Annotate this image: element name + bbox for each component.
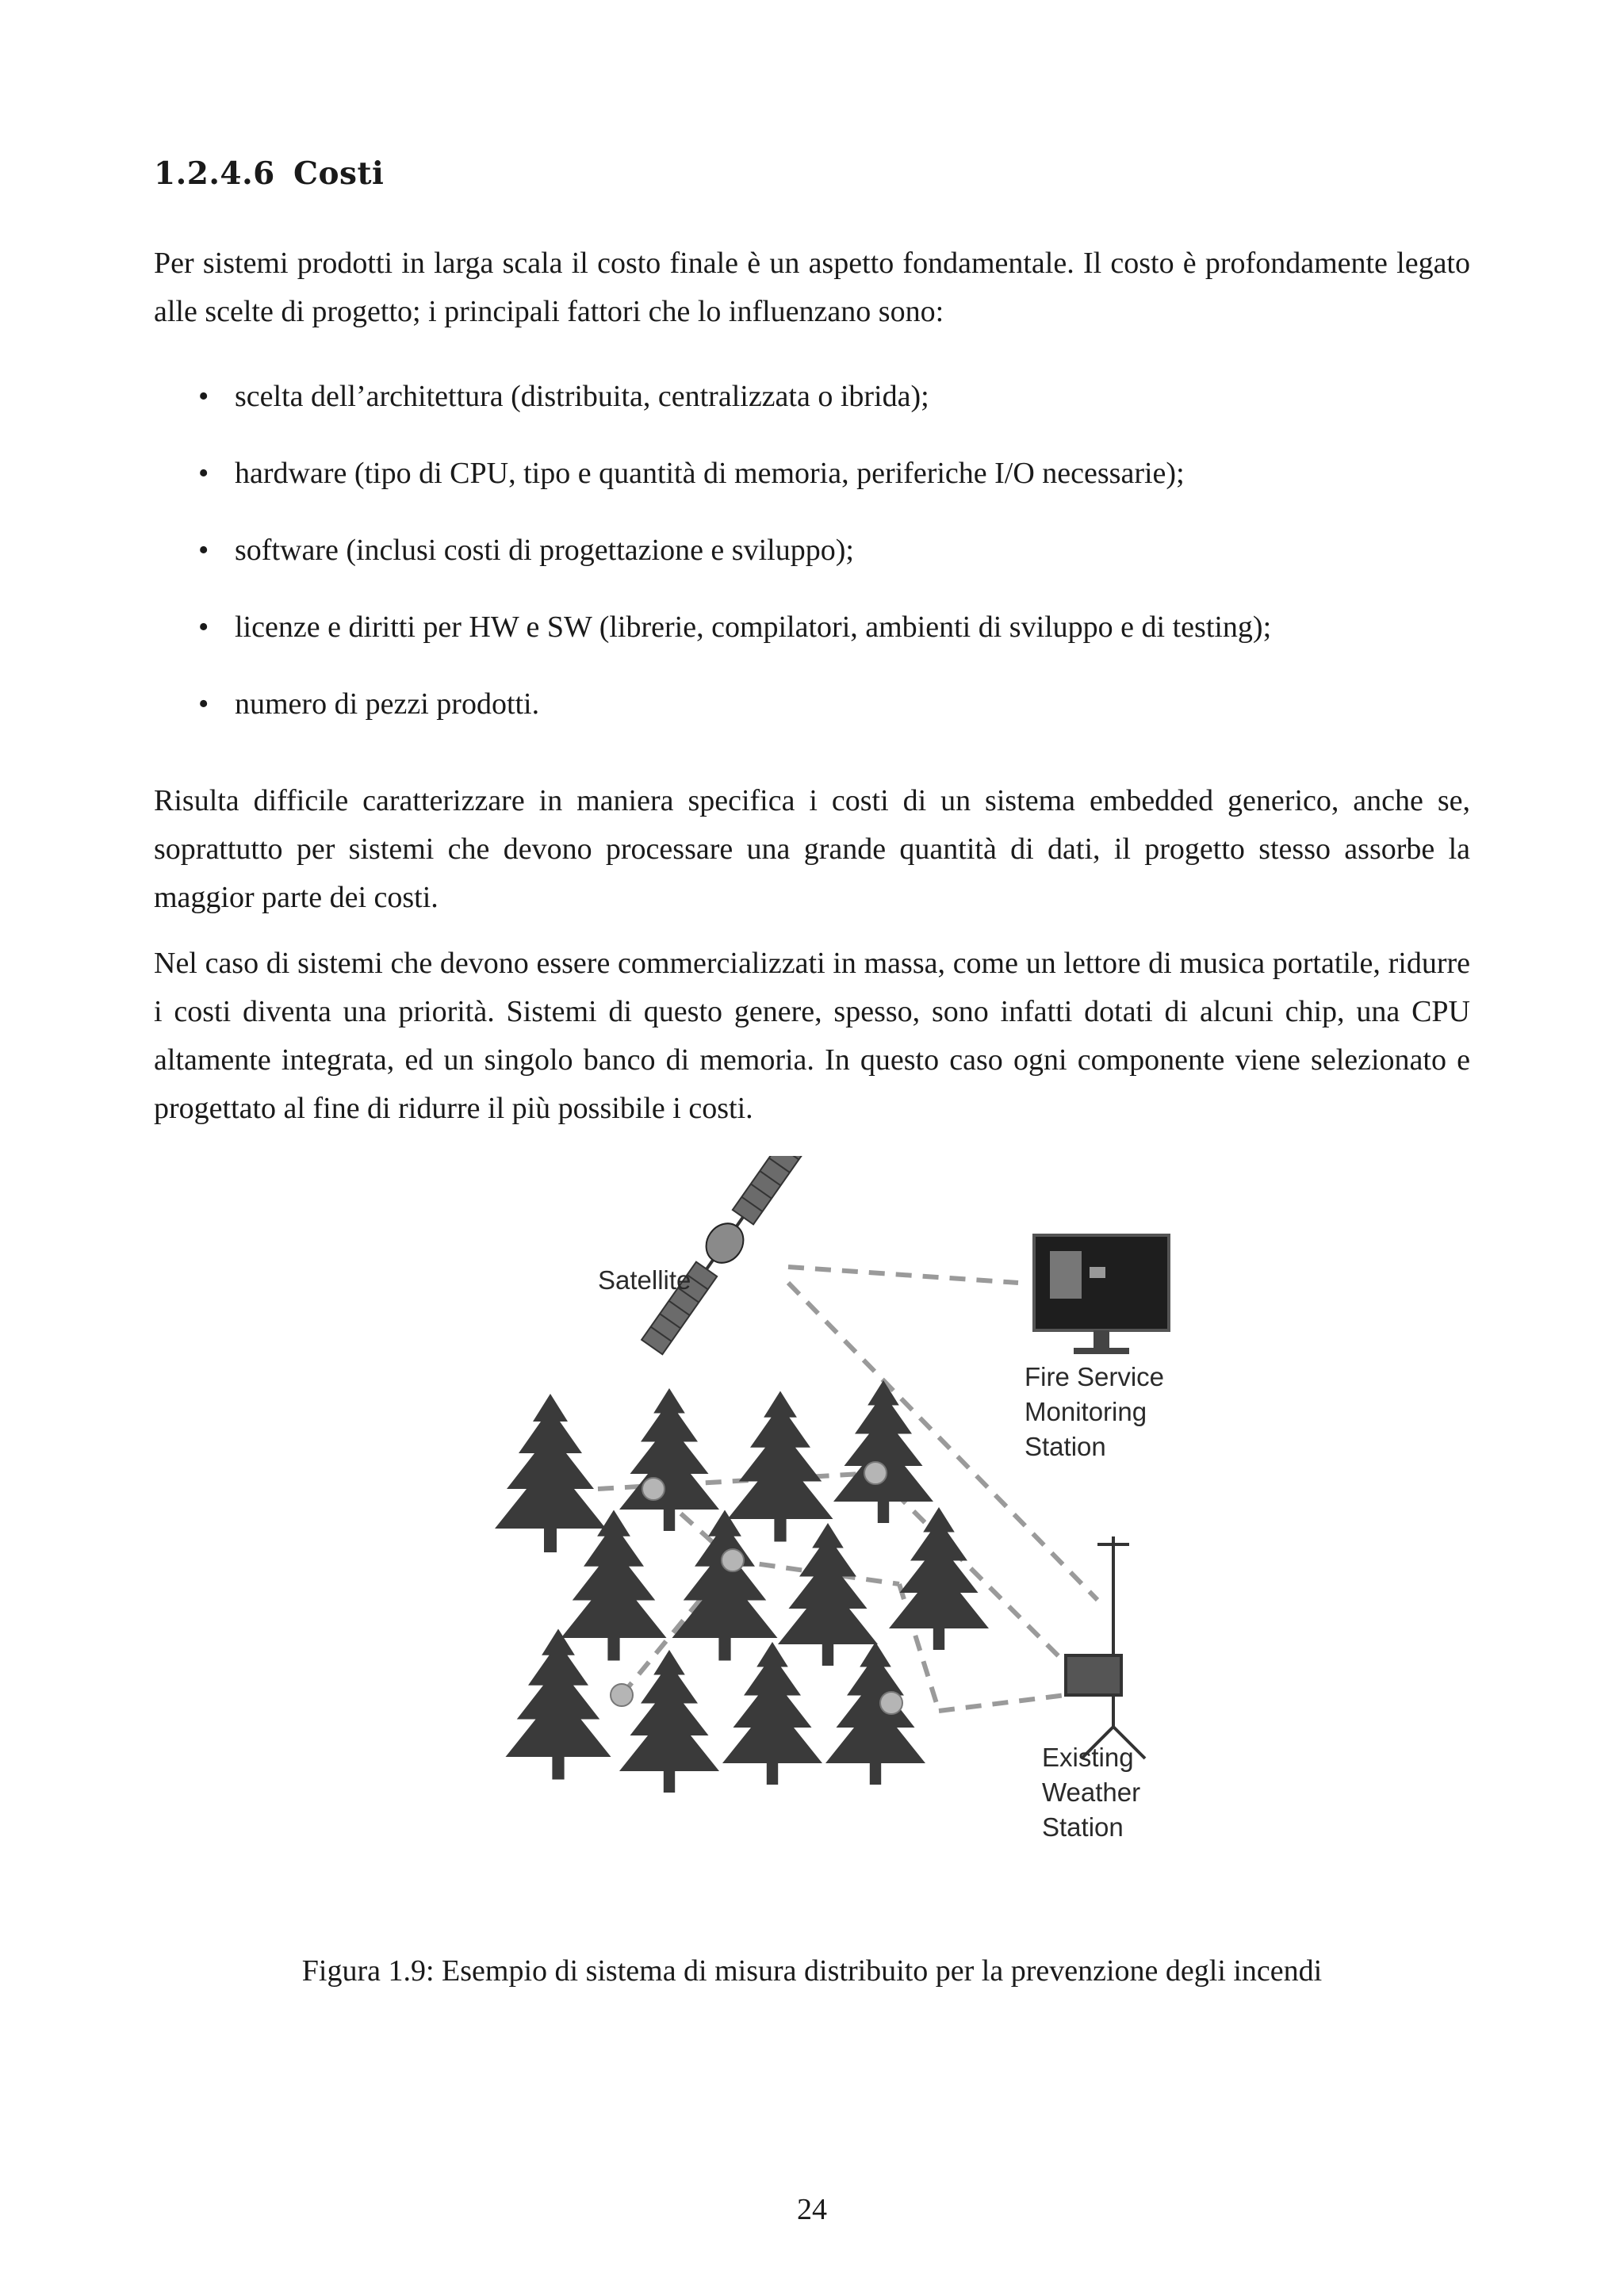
satellite-label: Satellite: [598, 1265, 691, 1295]
section-title: Costi: [293, 155, 385, 192]
figure-caption: Figura 1.9: Esempio di sistema di misura distribuito per la prevenzione degli incendi: [301, 1954, 1323, 1988]
fire-station-label-3: Station: [1025, 1432, 1106, 1461]
list-item: • licenze e diritti per HW e SW (librerie, compilatori, ambienti di sviluppo e di testing);: [198, 607, 1271, 684]
paragraph-second: Risulta difficile caratterizzare in maniera specifica i costi di un sistema embedded generico, anche se, soprattutto per sistemi che devono processare una grande quantità di dati, il progetto stesso assorbe la maggior parte dei costi.: [154, 784, 1470, 914]
section-number: 1.2.4.6: [154, 155, 275, 192]
paragraph-third: Nel caso di sistemi che devono essere commercializzati in massa, come un lettore di musica portatile, ridurre i costi diventa una priorità. Sistemi di questo genere, spesso, sono infatti dotati di alcuni chip, una CPU altamente integrata, ed un singolo banco di memoria. In questo caso ogni componente viene selezionato e progettato al fine di ridurre il più possibile i costi.: [154, 947, 1470, 1125]
weather-station-icon: [1066, 1536, 1145, 1758]
weather-station-label-1: Existing: [1042, 1743, 1134, 1772]
section-heading: [154, 155, 384, 192]
satellite-icon: [638, 1156, 812, 1357]
paragraph-intro: Per sistemi prodotti in larga scala il costo finale è un aspetto fondamentale. Il costo è profondamente legato alle scelte di progetto; i principali fattori che lo influenzano sono:: [154, 247, 1470, 328]
weather-station-label-2: Weather: [1042, 1777, 1141, 1807]
cost-factors-list: [198, 377, 1271, 761]
monitor-icon: [1034, 1235, 1169, 1354]
list-item: • scelta dell’architettura (distribuita, centralizzata o ibrida);: [198, 377, 1271, 453]
list-item: • numero di pezzi prodotti.: [198, 684, 1271, 761]
page-number: 24: [797, 2193, 827, 2226]
fire-station-label-2: Monitoring: [1025, 1397, 1147, 1426]
fire-monitoring-figure: [495, 1156, 1193, 1854]
weather-station-label-3: Station: [1042, 1812, 1124, 1842]
list-item: • software (inclusi costi di progettazione e sviluppo);: [198, 530, 1271, 607]
fire-station-label-1: Fire Service: [1025, 1362, 1165, 1391]
forest: [495, 1380, 989, 1793]
list-item: • hardware (tipo di CPU, tipo e quantità di memoria, periferiche I/O necessarie);: [198, 453, 1271, 530]
